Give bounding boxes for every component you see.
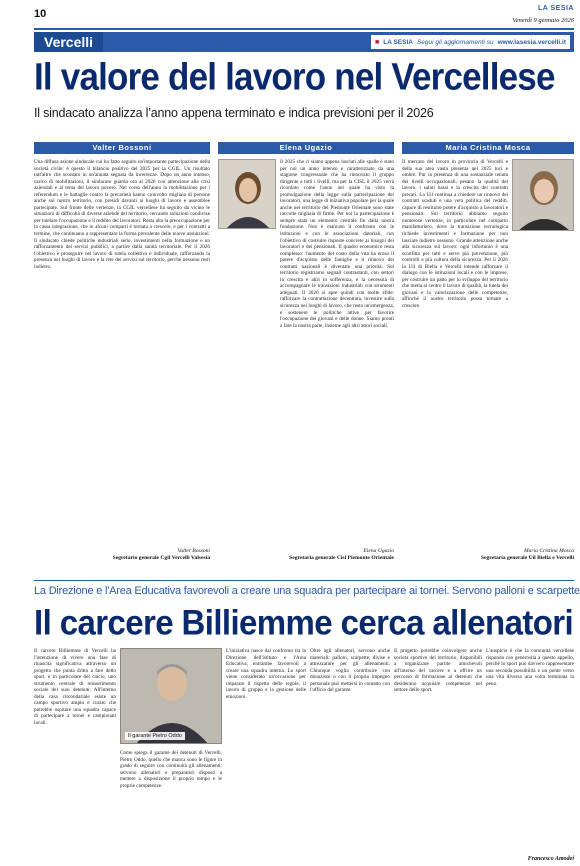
article2-column: Il progetto potrebbe coinvolgere anche società sportive del territorio, disponibili a organizzare partite amichevoli all'interno del carcere e a offrire un percorso di formazione ai detenuti che desiderano acquisire competenze nel settore dello sport. <box>394 648 482 694</box>
column-author-header: Maria Cristina Mosca <box>402 142 574 154</box>
signature-name: Valter Bossoni <box>177 548 210 554</box>
article2-column: L'auspicio è che la comunità vercellese risponda con generosità a questo appello, perché lo sport può davvero rappresentare una seconda possibilità e un ponte verso una vita diversa una volta terminata la pena. <box>486 648 574 687</box>
masthead <box>34 4 574 30</box>
section-name: Vercelli <box>34 32 103 52</box>
promo-brand: LA SESIA <box>383 38 413 46</box>
article2-kicker: La Direzione e l'Area Educativa favorevoli a creare una squadra per partecipare ai tornei. Servono palloni e scarpette <box>34 585 580 597</box>
column-content <box>402 154 574 546</box>
signature-name: Elena Ugazio <box>363 548 394 554</box>
promo-url-link[interactable]: www.lasesia.vercelli.it <box>497 38 566 46</box>
page-number: 10 <box>34 8 47 20</box>
column-body: Una diffusa azione sindacale cui ha fatto seguito un'importante partecipazione della società civile: è questo il bilancio positivo del 2025 per la CGIL. Un risultato tutt'altro che scontato in un'annata segnata da incertezze. Dopo un anno intenso, carico di mobilitazioni, il sindacato guarda ora al 2026 con attenzione alle crisi aziendali e al tema del lavoro povero. Nel corso dell'anno la mobilitazione per i referendum e le battaglie contro la precarietà hanno coinvolto migliaia di persone anche sul nostro territorio, con presidi davanti ai luoghi di lavoro e assemblee partecipate. Sul fronte delle vertenze, la CGIL vercellese ha seguito da vicino le situazioni di difficoltà di diverse aziende del territorio, cercando soluzioni condivise per tutelare l'occupazione e il reddito dei lavoratori. Resta alta la preoccupazione per la cassa integrazione, che in alcuni comparti è tornata a crescere, e per i contratti a termine, che continuano a rappresentare la forma prevalente delle nuove assunzioni. Il sindacato chiede politiche industriali serie, investimenti nella formazione e un rafforzamento dei servizi pubblici, a partire dalla sanità territoriale. Per il 2026 l'obiettivo è proseguire nel lavoro di tutela collettiva e individuale, rafforzando la presenza nei luoghi di lavoro e la rete dei servizi sul territorio, perché nessuno resti indietro. <box>34 159 210 270</box>
portrait-image <box>219 160 276 229</box>
column-uil <box>402 142 574 578</box>
signature-role: Segretario generale Cgil Vercelli Valsesia <box>112 555 210 561</box>
article2-headline: Il carcere Billiemme cerca allenatori <box>34 602 574 642</box>
signature-role: Segretaria generale Uil Biella e Vercelli <box>480 555 574 561</box>
signature-role: Segretaria generale Cisl Piemonte Orientale <box>289 555 394 561</box>
article2-author: Francesco Amodei <box>527 856 574 862</box>
column-cisl <box>218 142 394 578</box>
flag-icon: ■ <box>374 38 380 46</box>
article1-headline: Il valore del lavoro nel Vercellese <box>34 56 555 99</box>
column-cgil <box>34 142 210 578</box>
column-signature <box>218 546 394 562</box>
author-photo <box>218 159 276 229</box>
issue-date: Venerdì 9 gennaio 2026 <box>512 17 574 24</box>
article2-column: Oltre agli allenatori, servono anche materiali: palloni, scarpette, divise e attrezzature per gli allenamenti. Chiunque voglia contribuire con donazioni o con il proprio impegno personale può mettersi in contatto con l'ufficio del garante. <box>310 648 390 694</box>
article2-photo <box>120 648 222 744</box>
article1-subhead: Il sindacato analizza l’anno appena terminato e indica previsioni per il 2026 <box>34 106 434 120</box>
article2-column: Il carcere Billiemme di Vercelli ha l'intenzione di vivere una fase di rinascita significativa attraverso un progetto che punta dritto a fare dello sport, e in particolare del calcio, uno strumento centrale di reinserimento sociale dei suoi detenuti. All'interno della casa circondariale esiste un campo sportivo ampio e curato che potrebbe ospitare una squadra capace di partecipare a tornei e campionati locali. <box>34 648 116 727</box>
author-photo <box>512 159 574 231</box>
portrait-image <box>121 649 222 744</box>
column-content <box>218 154 394 546</box>
column-body: Il mercato del lavoro in provincia di Vercelli e della sua area vasta presenta nel 2025 luci e ombre. Pur in presenza di una sostanziale tenuta dei livelli occupazionali, pesano la qualità del lavoro, i salari bassi e la crescita dei contratti precari. La Uil continua a chiedere un rinnovo dei contratti scaduti e una vera politica dei redditi, capace di restituire potere d'acquisto a lavoratori e pensionati. Sul territorio abbiamo seguito numerose vertenze, in particolare nel comparto manifatturiero, dove la transizione tecnologica richiede investimenti e formazione per non lasciare indietro nessuno. Grande attenzione anche alla sicurezza sul lavoro: ogni infortunio è una sconfitta per tutti e serve più prevenzione, più controlli e più cultura della sicurezza. Per il 2026 la Uil di Biella e Vercelli intende rafforzare il dialogo con le istituzioni locali e con le imprese, per costruire un patto per lo sviluppo del territorio che metta al centro il lavoro di qualità, la tutela dei giovani e la valorizzazione delle competenze, affinché il nostro territorio possa tornare a crescere. <box>402 159 508 310</box>
portrait-image <box>513 160 574 231</box>
signature-name: Maria Cristina Mosca <box>523 548 574 554</box>
photo-caption: Il garante Pietro Oddo <box>125 732 185 740</box>
column-author-header: Elena Ugazio <box>218 142 394 154</box>
promo-banner[interactable] <box>371 35 570 49</box>
column-body: Il 2025 che ci siamo appena lasciati alle spalle è stato per noi un anno intenso e caratterizzato da una stagione congressuale che ha rinnovato il gruppo dirigente a tutti i livelli, ma per la CISL il 2025 verrà ricordato come l'anno nel quale ha visto la promulgazione della legge sulla partecipazione dei lavoratori, una legge di iniziativa popolare per la quale anche nel territorio del Piemonte Orientale sono state raccolte migliaia di firme. Per noi la partecipazione è sempre stata un elemento centrale fin dalla nostra fondazione. Non è mancato il confronto con le istituzioni e con le associazioni datoriali, con l'obiettivo di costruire risposte concrete ai bisogni dei lavoratori e dei pensionati. Il quadro economico resta complesso: l'aumento del costo della vita ha eroso il potere d'acquisto delle famiglie e il rinnovo dei contratti nazionali è diventato una priorità. Sul territorio registriamo segnali contrastanti, con settori in crescita e altri in sofferenza, e la necessità di accompagnare le transizioni industriali con strumenti adeguati. Il 2026 si apre quindi con molte sfide: rafforzare la contrattazione decentrata, investire sulla sicurezza nei luoghi di lavoro, che resta un'emergenza, e sostenere le politiche attive per favorire l'occupazione dei giovani e delle donne. Siamo pronti a fare la nostra parte, insieme agli altri attori sociali. <box>280 159 394 329</box>
column-signature <box>402 546 574 562</box>
column-signature <box>34 546 210 562</box>
column-author-header: Valter Bossoni <box>34 142 210 154</box>
article2-column: L'iniziativa nasce dal confronto tra la Direzione dell'istituto e l'Area Educativa, entrambe favorevoli a creare una squadra interna. Lo sport viene considerato un'occasione per imparare il rispetto delle regole, il lavoro di gruppo e la gestione delle emozioni. <box>226 648 306 700</box>
section-bar <box>34 32 574 52</box>
section-divider <box>34 580 574 581</box>
promo-text: Segui gli aggiornamenti su <box>416 38 494 46</box>
masthead-brand: LA SESIA <box>537 5 574 12</box>
article2-column: Come spiega il garante dei detenuti di Vercelli, Pietro Oddo, quello che manca sono le figure in grado di seguire con continuità gli allenamenti: servono allenatori e preparatori disposti a mettere a disposizione il proprio tempo e le proprie competenze. <box>120 750 222 789</box>
